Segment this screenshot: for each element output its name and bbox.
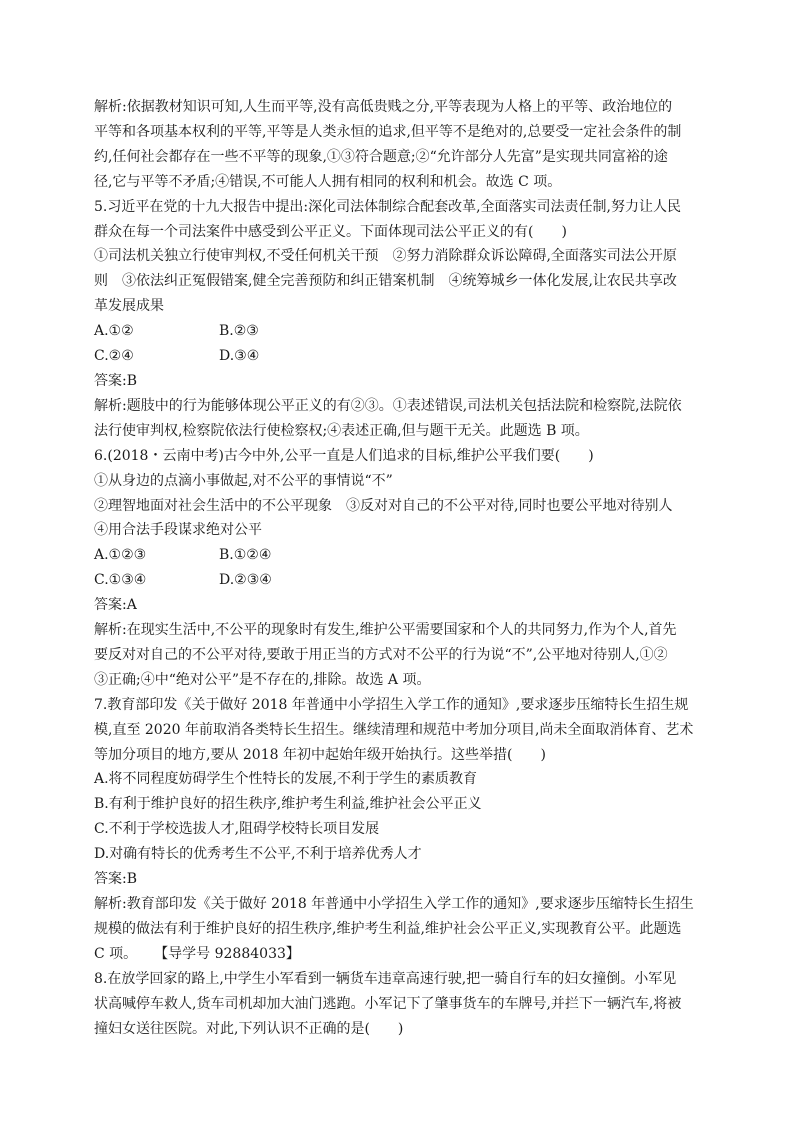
question-item: ②理智地面对社会生活中的不公平现象 ③反对对自己的不公平对待,同时也要公平地对待别人 (94, 497, 673, 514)
question-stem: 等加分项目的地方,要从 2018 年初中起始年级开始执行。这些举措( ) (94, 746, 546, 763)
option-c: C.②④ (94, 348, 134, 365)
option-b: B.①②④ (219, 547, 272, 564)
option-row (94, 543, 702, 568)
question-8 (94, 967, 702, 1042)
analysis-line: 解析:教育部印发《关于做好 2018 年普通中小学招生入学工作的通知》,要求逐步压缩特长生招生 (94, 896, 694, 912)
option-d: D.②③④ (219, 572, 272, 589)
choice-d: D.对确有特长的优秀考生不公平,不利于培养优秀人才 (94, 846, 422, 863)
analysis-line: 径,它与平等不矛盾;④错误,不可能人人拥有相同的权利和机会。故选 C 项。 (94, 173, 562, 190)
analysis-text: C 项。 (94, 945, 138, 962)
question-6 (94, 444, 702, 693)
analysis-line: 解析:依据教材知识可知,人生而平等,没有高低贵贱之分,平等表现为人格上的平等、政治地位的 (94, 99, 673, 115)
analysis-line: 解析:题肢中的行为能够体现公平正义的有②③。①表述错误,司法机关包括法院和检察院,法院依 (94, 397, 682, 414)
analysis-line: 法行使审判权,检察院依法行使检察权;④表述正确,但与题干无关。此题选 B 项。 (94, 422, 589, 439)
question-stem: 模,直至 2020 年前取消各类特长生招生。继续清理和规范中考加分项目,尚未全面取消体育、艺术 (94, 721, 694, 738)
analysis-line: 平等和各项基本权利的平等,平等是人类永恒的追求,但平等不是绝对的,总要受一定社会条件的制 (94, 123, 682, 140)
option-d: D.③④ (219, 348, 260, 365)
answer: 答案:B (94, 871, 138, 888)
analysis-line-last (94, 942, 702, 967)
question-item: ①司法机关独立行使审判权,不受任何机关干预 ②努力消除群众诉讼障碍,全面落实司法公开原 (94, 248, 677, 265)
analysis-line: 规模的做法有利于维护良好的招生秩序,维护考生利益,维护社会公平正义,实现教育公平。此题选 (94, 920, 682, 937)
choice-b: B.有利于维护良好的招生秩序,维护考生利益,维护社会公平正义 (94, 796, 482, 813)
document-page (94, 95, 702, 1041)
analysis-line: ③正确;④中“绝对公平”是不存在的,排除。故选 A 项。 (94, 671, 431, 688)
analysis-line: 要反对对自己的不公平对待,要敢于用正当的方式对不公平的行为说“不”,公平地对待别人,①② (94, 646, 668, 663)
question-7 (94, 693, 702, 967)
choice-c: C.不利于学校选拔人才,阻碍学校特长项目发展 (94, 821, 380, 838)
choice-a: A.将不同程度妨碍学生个性特长的发展,不利于学生的素质教育 (94, 771, 478, 788)
question-stem: 5.习近平在党的十九大报告中提出:深化司法体制综合配套改革,全面落实司法责任制,努力让人民 (94, 198, 681, 215)
option-row (94, 344, 702, 369)
option-row (94, 319, 702, 344)
analysis-line: 约,任何社会都存在一些不平等的现象,①③符合题意;②“允许部分人先富”是实现共同富裕的途 (94, 148, 668, 165)
question-item: ①从身边的点滴小事做起,对不公平的事情说“不” (94, 472, 393, 489)
answer: 答案:B (94, 372, 138, 389)
option-row (94, 568, 702, 593)
question-item: 则 ③依法纠正冤假错案,健全完善预防和纠正错案机制 ④统筹城乡一体化发展,让农民共享改 (94, 273, 677, 290)
question-stem: 8.在放学回家的路上,中学生小军看到一辆货车违章高速行驶,把一骑自行车的妇女撞倒。小军见 (94, 970, 677, 987)
question-stem: 群众在每一个司法案件中感受到公平正义。下面体现司法公平正义的有( ) (94, 223, 567, 240)
question-stem: 状高喊停车救人,货车司机却加大油门逃跑。小军记下了肇事货车的车牌号,并拦下一辆汽车,将被 (94, 995, 682, 1012)
question-item: 革发展成果 (94, 298, 164, 315)
analysis-line: 解析:在现实生活中,不公平的现象时有发生,维护公平需要国家和个人的共同努力,作为个人,首先 (94, 622, 677, 639)
question-5 (94, 195, 702, 444)
question-item: ④用合法手段谋求绝对公平 (94, 522, 262, 539)
option-a: A.①②③ (94, 547, 147, 564)
option-b: B.②③ (219, 323, 259, 340)
question-stem: 撞妇女送往医院。对此,下列认识不正确的是( ) (94, 1020, 404, 1037)
option-c: C.①③④ (94, 572, 147, 589)
q4-analysis (94, 95, 702, 195)
option-a: A.①② (94, 323, 134, 340)
reference-number: 【导学号 92884033】 (161, 945, 300, 962)
question-stem: 6.(2018・云南中考)古今中外,公平一直是人们追求的目标,维护公平我们要( ) (94, 447, 594, 464)
answer: 答案:A (94, 597, 137, 614)
question-stem: 7.教育部印发《关于做好 2018 年普通中小学招生入学工作的通知》,要求逐步压缩特长生招生规 (94, 696, 689, 713)
